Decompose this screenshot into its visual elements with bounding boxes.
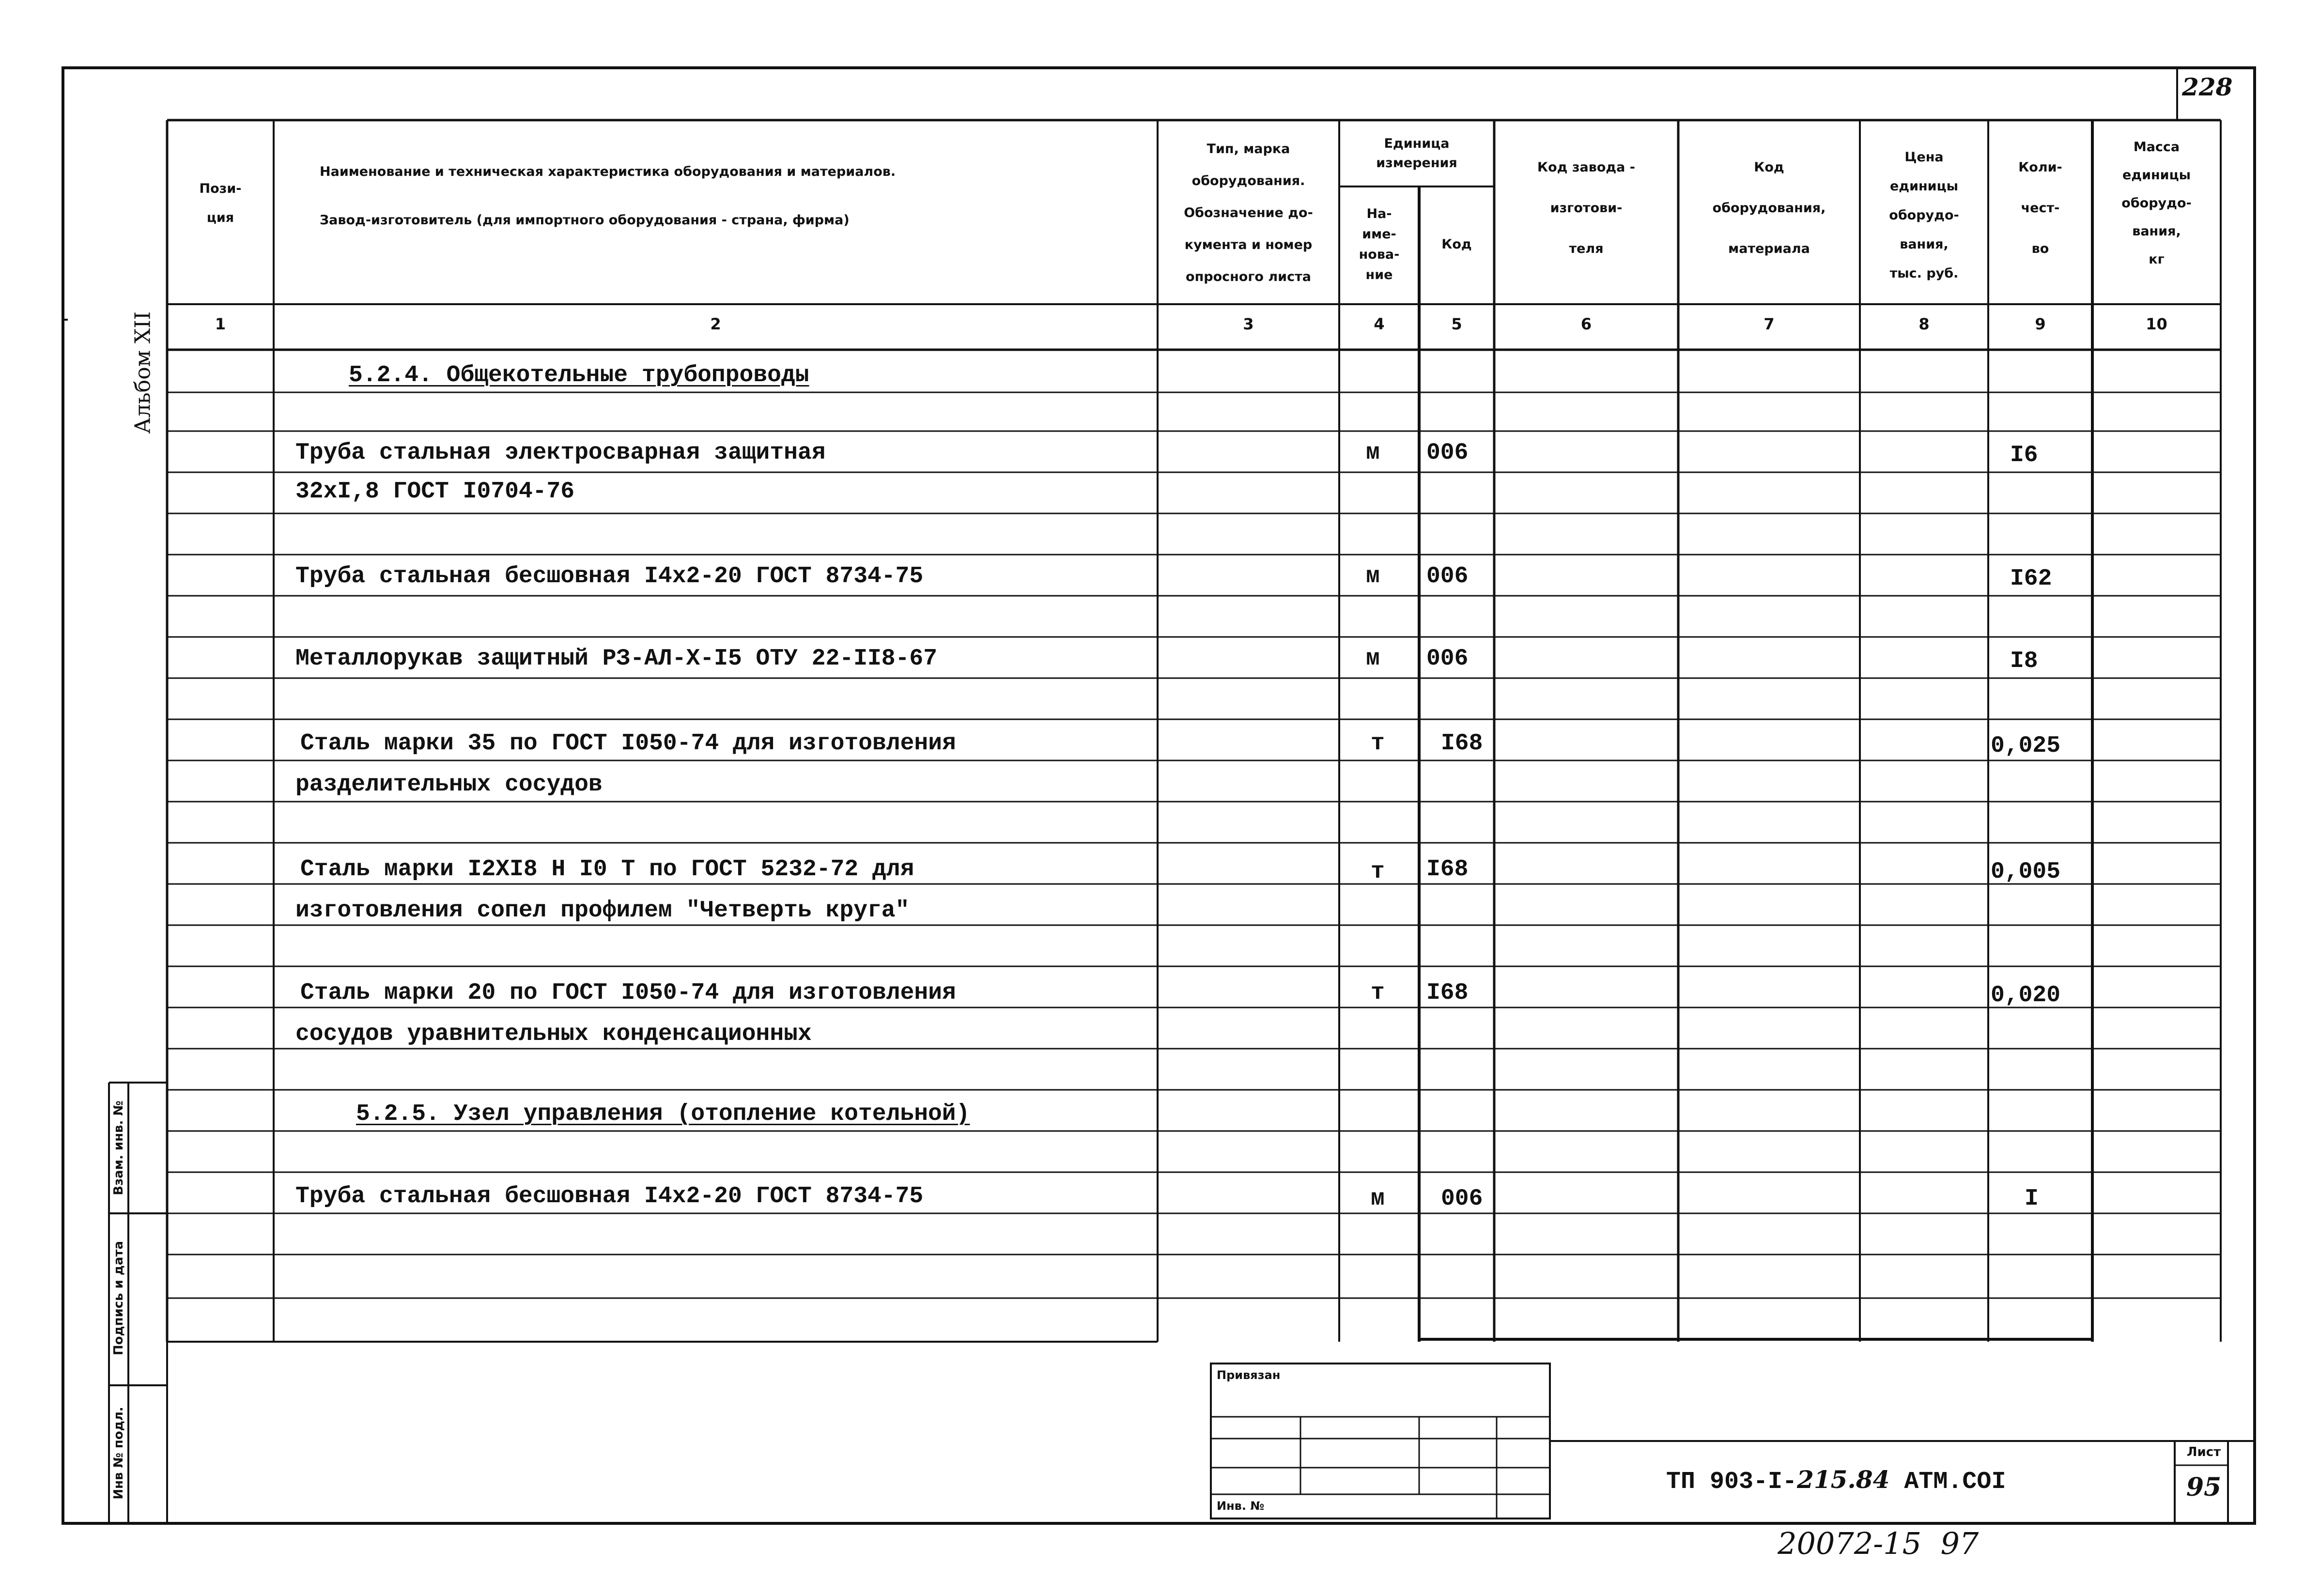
item-code: I68 bbox=[1441, 730, 1483, 757]
item-code: 006 bbox=[1426, 646, 1469, 672]
document-code-suffix: АТМ.COI bbox=[1889, 1468, 2006, 1496]
col-number: 9 bbox=[2035, 315, 2046, 333]
col-number: 1 bbox=[215, 315, 226, 333]
header-mass: Масса единицы оборудо- вания, кг bbox=[2121, 139, 2192, 267]
item-quantity: I62 bbox=[2010, 566, 2052, 592]
header-name: Наименование и техническая характеристика оборудования и материалов. Завод-изготовитель (для импортного оборудования - страна, фирма) bbox=[320, 164, 896, 228]
header-price: Цена единицы оборудо- вания, тыс. руб. bbox=[1889, 150, 1959, 281]
side-label-inv: Инв № подл. bbox=[111, 1407, 126, 1500]
col-number: 7 bbox=[1764, 315, 1775, 333]
item-name-cont: 32хI,8 ГОСТ I0704-76 bbox=[295, 479, 575, 505]
item-name: Труба стальная бесшовная I4х2-20 ГОСТ 8734-75 bbox=[295, 1183, 924, 1209]
item-unit: т bbox=[1371, 859, 1385, 885]
item-quantity: 0,005 bbox=[1991, 859, 2061, 885]
item-name: Сталь марки I2ХI8 Н I0 Т по ГОСТ 5232-72 для bbox=[300, 856, 914, 883]
stamp-inv: Инв. № bbox=[1217, 1499, 1265, 1513]
item-name: Металлорукав защитный РЗ-АЛ-Х-I5 ОТУ 22-II8-67 bbox=[295, 646, 938, 672]
col-number: 8 bbox=[1918, 315, 1930, 333]
header-position: Пози- ция bbox=[199, 181, 242, 225]
item-name: Труба стальная электросварная защитная bbox=[295, 440, 826, 466]
item-code: I68 bbox=[1426, 856, 1469, 883]
item-quantity: I8 bbox=[2010, 648, 2038, 674]
header-type: Тип, марка оборудования. Обозначение до- кумента и номер опросного листа bbox=[1184, 141, 1313, 284]
item-name-cont: изготовления сопел профилем "Четверть круга" bbox=[295, 898, 910, 924]
col-number: 5 bbox=[1451, 315, 1462, 333]
item-name: Труба стальная бесшовная I4х2-20 ГОСТ 8734-75 bbox=[295, 563, 924, 589]
header-equipment-code: Код оборудования, материала bbox=[1712, 160, 1826, 256]
item-unit: м bbox=[1366, 646, 1380, 672]
item-name: Сталь марки 35 по ГОСТ I050-74 для изготовления bbox=[300, 730, 956, 757]
col-number: 2 bbox=[710, 315, 721, 333]
document-code bbox=[1666, 1465, 2006, 1496]
item-quantity: I6 bbox=[2010, 442, 2038, 468]
header-quantity: Коли- чест- во bbox=[2018, 160, 2062, 256]
item-quantity: 0,025 bbox=[1991, 733, 2061, 759]
document-code-prefix: ТП 903-I- bbox=[1666, 1468, 1797, 1496]
album-label: Альбом XII bbox=[130, 311, 155, 434]
item-code: 006 bbox=[1426, 440, 1469, 466]
side-label-signature: Подпись и дата bbox=[111, 1240, 126, 1356]
sheet-label: Лист bbox=[2186, 1445, 2221, 1459]
header-factory-code: Код завода - изготови- теля bbox=[1537, 160, 1635, 256]
header-unit-code: Код bbox=[1441, 237, 1472, 252]
item-unit: м bbox=[1366, 563, 1380, 589]
col-number: 4 bbox=[1374, 315, 1385, 333]
col-number: 10 bbox=[2146, 315, 2167, 333]
sheet-number: 95 bbox=[2186, 1472, 2222, 1502]
item-name-cont: разделительных сосудов bbox=[295, 772, 603, 798]
item-name-cont: сосудов уравнительных конденсационных bbox=[295, 1021, 812, 1047]
item-code: I68 bbox=[1426, 980, 1469, 1006]
section-title: 5.2.4. Общекотельные трубопроводы bbox=[349, 362, 809, 388]
col-number: 3 bbox=[1243, 315, 1254, 333]
header-unit-name: На- име- нова- ние bbox=[1359, 206, 1400, 282]
item-unit: т bbox=[1371, 980, 1385, 1006]
col-number: 6 bbox=[1580, 315, 1592, 333]
item-unit: т bbox=[1371, 730, 1385, 757]
item-quantity: I bbox=[2025, 1186, 2039, 1212]
item-unit: м bbox=[1366, 440, 1380, 466]
page-number-top: 228 bbox=[2182, 73, 2233, 101]
item-quantity: 0,020 bbox=[1991, 982, 2061, 1008]
item-code: 006 bbox=[1441, 1186, 1483, 1212]
header-unit-group: Единица измерения bbox=[1376, 136, 1457, 170]
side-label-vzam: Взам. инв. № bbox=[111, 1100, 126, 1195]
item-code: 006 bbox=[1426, 563, 1469, 589]
stamp-privyazan: Привязан bbox=[1217, 1368, 1281, 1382]
item-unit: м bbox=[1371, 1186, 1385, 1212]
bottom-note: 20072-15 97 bbox=[1778, 1526, 1979, 1561]
section-title: 5.2.5. Узел управления (отопление котельной) bbox=[356, 1101, 970, 1127]
item-name: Сталь марки 20 по ГОСТ I050-74 для изготовления bbox=[300, 980, 956, 1006]
document-code-handwritten: 215.84 bbox=[1797, 1465, 1890, 1494]
